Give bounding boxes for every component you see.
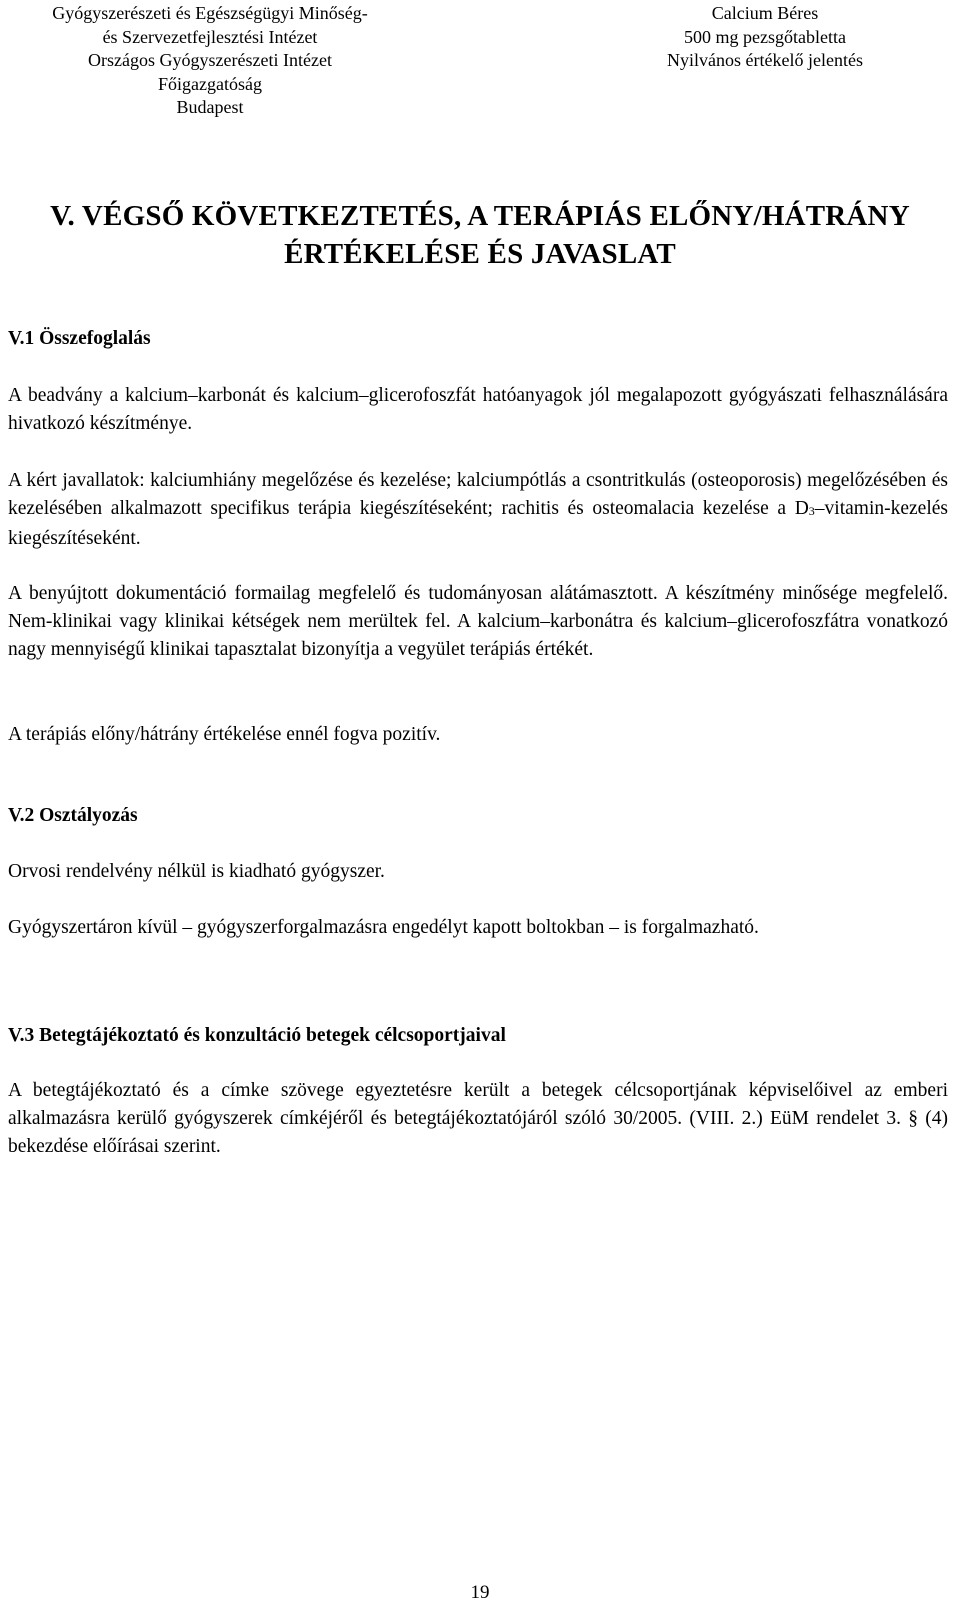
section-heading-patient-info: V.3 Betegtájékoztató és konzultáció betegek célcsoportjaival (8, 1025, 506, 1046)
page-title-line-1: V. VÉGSŐ KÖVETKEZTETÉS, A TERÁPIÁS ELŐNY/HÁTRÁNY (50, 200, 910, 232)
header-right-line: 500 mg pezsgőtabletta (684, 26, 846, 47)
section-heading-summary: V.1 Összefoglalás (8, 328, 151, 349)
paragraph: Gyógyszertáron kívül – gyógyszerforgalmazásra engedélyt kapott boltokban – is forgalmazható. (8, 917, 759, 938)
paragraph-indications (8, 467, 948, 554)
paragraph: A benyújtott dokumentáció formailag megfelelő és tudományosan alátámasztott. A készítmény minősége megfelelő. Nem-klinikai vagy klinikai kétségek nem merültek fel. A kalcium–karbonátra és kalcium–glicerofoszfátra vonatkozó nagy mennyiségű klinikai tapasztalat bizonyítja a vegyület terápiás értékét. (8, 583, 948, 661)
header-left-line: Gyógyszerészeti és Egészségügyi Minőség- (52, 3, 368, 23)
page-title-line-2: ÉRTÉKELÉSE ÉS JAVASLAT (284, 238, 676, 270)
page-number: 19 (470, 1582, 490, 1603)
text-run: –vitamin-kezelés kiegészítéseként. (8, 498, 948, 550)
paragraph: A terápiás előny/hátrány értékelése ennél fogva pozitív. (8, 724, 441, 745)
header-left-line: Főigazgatóság (158, 73, 262, 94)
header-right-line: Calcium Béres (711, 3, 819, 23)
header-left-line: Országos Gyógyszerészeti Intézet (88, 50, 332, 71)
subscript: 3 (808, 504, 815, 519)
header-left-line: Budapest (176, 97, 244, 118)
header-right-line: Nyilvános értékelő jelentés (667, 50, 863, 71)
header-institution (0, 2, 420, 120)
page-title (0, 197, 960, 273)
paragraph: Orvosi rendelvény nélkül is kiadható gyógyszer. (8, 861, 385, 882)
header-product (615, 2, 915, 73)
paragraph: A beadvány a kalcium–karbonát és kalcium–glicerofoszfát hatóanyagok jól megalapozott gyógyászati felhasználására hivatkozó készítménye. (8, 385, 948, 435)
paragraph: A betegtájékoztató és a címke szövege egyeztetésre került a betegek célcsoportjának képviselőivel az emberi alkalmazásra kerülő gyógyszerek címkéjéről és betegtájékoztatójáról szóló 30/2005. (VIII. 2.) EüM rendelet 3. § (4) bekezdése előírásai szerint. (8, 1080, 948, 1158)
section-heading-classification: V.2 Osztályozás (8, 805, 138, 826)
header-left-line: és Szervezetfejlesztési Intézet (102, 26, 318, 47)
text-run: A kért javallatok: kalciumhiány megelőzése és kezelése; kalciumpótlás a csontritkulás (osteoporosis) megelőzésében és kezelésében alkalmazott specifikus terápia kiegészítéseként; rachitis és osteomalacia kezelése a D (8, 470, 948, 520)
